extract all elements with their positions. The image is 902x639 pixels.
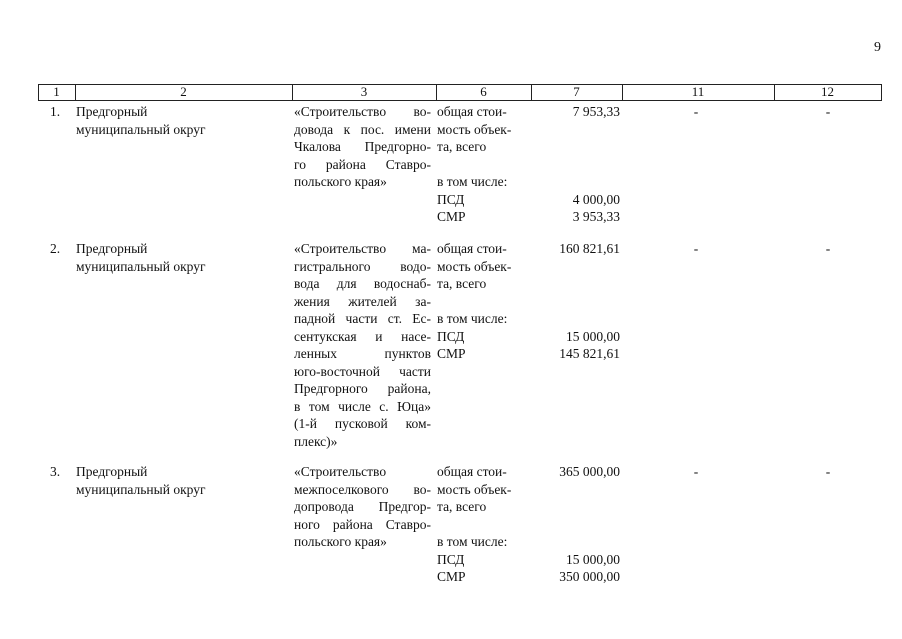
header-col-6: 6	[480, 84, 487, 99]
header-col-12: 12	[821, 84, 834, 99]
cost-line: ПСД	[437, 191, 465, 207]
header-col-1: 1	[53, 84, 60, 99]
cost-line: в том числе:	[437, 311, 508, 326]
row-col-11: -	[693, 241, 699, 256]
amount-value: 15 000,00	[566, 328, 620, 344]
cost-line: СМР	[437, 346, 466, 361]
header-divider	[881, 84, 882, 101]
description-line: Предгорного района,	[294, 381, 431, 396]
row-description	[294, 463, 431, 551]
row-number: 3.	[50, 464, 61, 479]
row-number: 1.	[50, 104, 61, 119]
cost-line: в том числе:	[437, 174, 508, 189]
amount-value	[520, 156, 620, 174]
amount-value: 4 000,00	[572, 191, 620, 207]
row-col-12: -	[825, 464, 831, 479]
row-amounts	[520, 463, 620, 586]
description-line: польского края»	[294, 174, 387, 189]
description-line: польского края»	[294, 534, 387, 549]
description-line: «Строительство	[294, 464, 387, 479]
name-line: Предгорный	[76, 104, 148, 119]
description-line: плекс)»	[294, 433, 338, 449]
amount-value: 145 821,61	[559, 346, 620, 361]
row-amounts	[520, 103, 620, 226]
cost-line: мость объек-	[437, 258, 512, 274]
header-bottom-border	[38, 100, 882, 101]
cost-line: ПСД	[437, 551, 465, 567]
amount-value: 365 000,00	[559, 464, 620, 479]
name-line: муниципальный округ	[76, 258, 206, 274]
amount-value	[520, 516, 620, 534]
row-description	[294, 103, 431, 191]
cost-line: общая стои-	[437, 241, 507, 256]
amount-value: 7 953,33	[572, 104, 620, 119]
row-name	[76, 240, 276, 275]
description-line: го района Ставро-	[294, 156, 431, 172]
cost-line: в том числе:	[437, 534, 508, 549]
page-number: 9	[874, 40, 881, 55]
cost-line: ПСД	[437, 328, 465, 344]
row-name	[76, 463, 276, 498]
description-line: «Строительство во-	[294, 104, 431, 119]
header-col-11: 11	[691, 84, 705, 99]
cost-line: мость объек-	[437, 121, 512, 137]
cost-line: СМР	[437, 569, 466, 584]
amount-value	[520, 258, 620, 276]
amount-value: 160 821,61	[559, 241, 620, 256]
amount-value: 15 000,00	[566, 551, 620, 567]
cost-line: та, всего	[437, 276, 487, 291]
description-line: Чкалова Предгорно-	[294, 139, 431, 154]
amount-value: 350 000,00	[559, 569, 620, 584]
amount-value	[520, 498, 620, 516]
description-line: (1-й пусковой ком-	[294, 416, 431, 431]
name-line: Предгорный	[76, 241, 148, 256]
name-line: муниципальный округ	[76, 481, 206, 497]
row-number: 2.	[50, 241, 61, 256]
cost-line: СМР	[437, 209, 466, 224]
description-line: падной части ст. Ес-	[294, 311, 431, 326]
cost-line: та, всего	[437, 139, 487, 154]
header-col-7: 7	[573, 84, 580, 99]
amount-value	[520, 138, 620, 156]
row-description	[294, 240, 431, 450]
row-col-12: -	[825, 104, 831, 119]
amount-value	[520, 121, 620, 139]
description-line: вода для водоснаб-	[294, 276, 431, 291]
row-col-11: -	[693, 104, 699, 119]
amount-value	[520, 533, 620, 551]
description-line: межпоселкового во-	[294, 481, 431, 497]
cost-line: мость объек-	[437, 481, 512, 497]
description-line: ленных пунктов	[294, 346, 431, 361]
description-line: жения жителей за-	[294, 293, 431, 309]
description-line: юго-восточной части	[294, 363, 431, 379]
cost-line: общая стои-	[437, 464, 507, 479]
amount-value	[520, 481, 620, 499]
name-line: Предгорный	[76, 464, 148, 479]
name-line: муниципальный округ	[76, 121, 206, 137]
description-line: в том числе с. Юца»	[294, 398, 431, 414]
row-col-11: -	[693, 464, 699, 479]
description-line: ного района Ставро-	[294, 516, 431, 532]
description-line: довода к пос. имени	[294, 121, 431, 137]
cost-line: общая стои-	[437, 104, 507, 119]
row-col-12: -	[825, 241, 831, 256]
amount-value	[520, 173, 620, 191]
header-col-2: 2	[180, 84, 187, 99]
header-col-3: 3	[360, 84, 368, 99]
row-name	[76, 103, 276, 138]
row-amounts	[520, 240, 620, 363]
description-line: гистрального водо-	[294, 258, 431, 274]
amount-value	[520, 275, 620, 293]
amount-value	[520, 310, 620, 328]
cost-line: та, всего	[437, 499, 487, 514]
description-line: допровода Предгор-	[294, 499, 431, 514]
description-line: «Строительство ма-	[294, 241, 431, 256]
amount-value	[520, 293, 620, 311]
amount-value: 3 953,33	[572, 209, 620, 224]
description-line: сентукская и насе-	[294, 328, 431, 344]
